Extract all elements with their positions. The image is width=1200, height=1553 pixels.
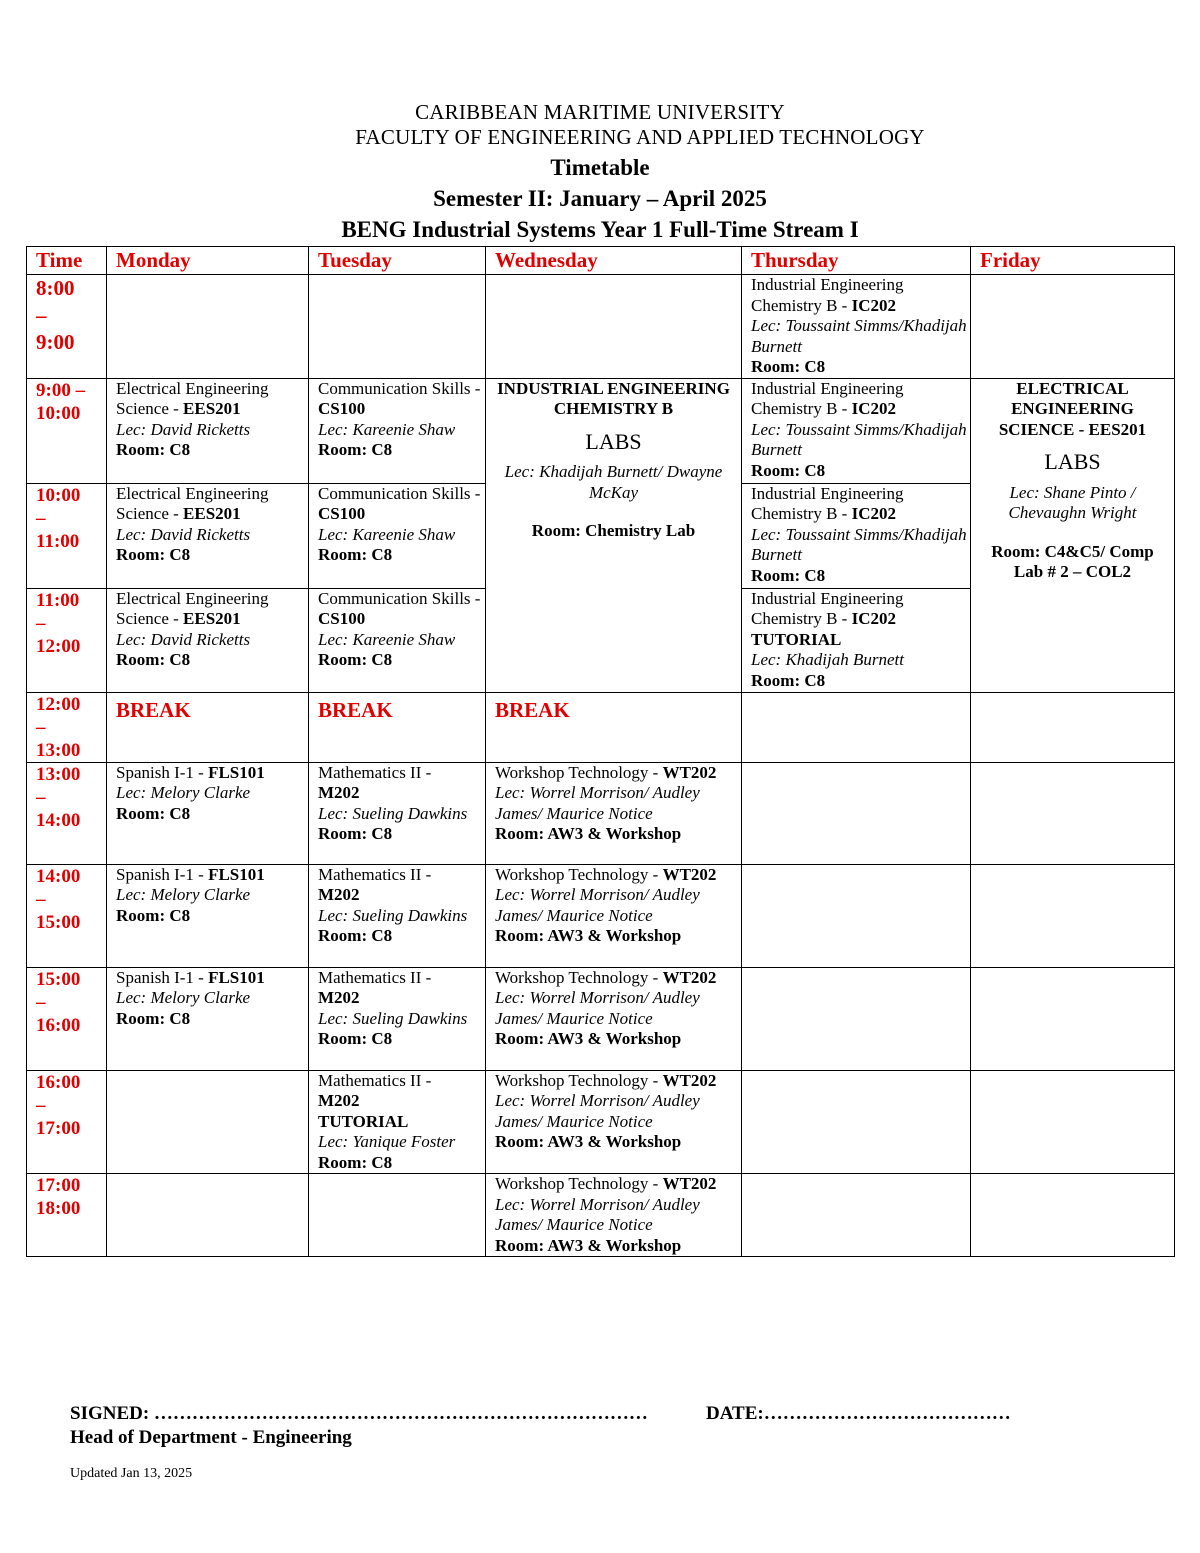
time-slot <box>27 483 107 588</box>
class-cell <box>107 588 309 692</box>
program-title: BENG Industrial Systems Year 1 Full-Time Stream I <box>341 217 859 242</box>
cell-empty <box>742 762 971 864</box>
course-code: WT202 <box>662 762 717 782</box>
room: Room: C8 <box>318 545 393 564</box>
break-label: BREAK <box>318 697 393 722</box>
lab-cell-friday <box>971 378 1175 692</box>
cell-empty <box>971 275 1175 379</box>
course-code: WT202 <box>662 1070 717 1090</box>
cell-empty <box>971 1174 1175 1257</box>
course-code: EES201 <box>183 504 241 523</box>
course-code: WT202 <box>662 864 717 884</box>
lab-room: Room: C4&C5/ Comp Lab # 2 – COL2 <box>991 541 1154 581</box>
cell-empty <box>742 692 971 762</box>
course-code: FLS101 <box>208 762 265 782</box>
time-dash: – <box>36 991 46 1013</box>
room: Room: C8 <box>318 1029 393 1048</box>
lab-label: LABS <box>1044 449 1101 474</box>
course-code: EES201 <box>183 399 241 418</box>
time-dash: – <box>36 507 46 529</box>
semester-title: Semester II: January – April 2025 <box>433 186 767 211</box>
cell-empty <box>309 1174 486 1257</box>
class-cell <box>742 378 971 483</box>
time-start: 16:00 <box>36 1071 81 1093</box>
lecturer: Lec: Toussaint Simms/Khadijah Burnett <box>751 316 967 356</box>
cell-empty <box>971 692 1175 762</box>
room: Room: AW3 & Workshop <box>495 1132 682 1151</box>
time-end: 18:00 <box>36 1198 81 1219</box>
class-cell <box>309 588 486 692</box>
time-slot <box>27 378 107 483</box>
time-dash: – <box>36 716 46 738</box>
time-end: 12:00 <box>36 635 81 657</box>
time-start: 11:00 <box>36 589 80 611</box>
course-code: EES201 <box>183 609 241 628</box>
time-slot <box>27 864 107 967</box>
course-name: Spanish I-1 - <box>116 967 209 987</box>
course-code: M202 <box>318 885 360 904</box>
room: Room: C8 <box>751 357 826 376</box>
lecturer: Lec: Worrel Morrison/ Audley James/ Maurice Notice <box>495 1194 700 1234</box>
lecturer: Lec: Toussaint Simms/Khadijah Burnett <box>751 419 967 459</box>
class-cell <box>107 967 309 1070</box>
lab-cell-wednesday <box>486 378 742 692</box>
timetable <box>26 246 1175 1257</box>
lecturer: Lec: Sueling Dawkins <box>318 905 468 925</box>
lecturer: Lec: David Ricketts <box>116 524 251 544</box>
lecturer: Lec: Kareenie Shaw <box>318 524 456 544</box>
table-header-row <box>27 247 1175 275</box>
room: Room: C8 <box>751 565 826 585</box>
cell-empty <box>742 1174 971 1257</box>
document-title: Timetable <box>550 155 650 180</box>
class-cell <box>486 864 742 967</box>
room: Room: C8 <box>751 670 826 690</box>
cell-empty <box>742 864 971 967</box>
course-name: Industrial Engineering Chemistry B - <box>751 483 904 523</box>
lab-lecturer: Lec: Khadijah Burnett/ Dwayne McKay <box>504 462 723 502</box>
time-slot <box>27 967 107 1070</box>
class-cell <box>742 483 971 588</box>
lecturer: Lec: Melory Clarke <box>116 988 251 1007</box>
class-cell <box>107 762 309 864</box>
time-end: 11:00 <box>36 530 80 552</box>
cell-empty <box>107 1174 309 1257</box>
lab-room: Room: Chemistry Lab <box>531 521 696 540</box>
time-slot <box>27 762 107 864</box>
course-name: Industrial Engineering Chemistry B - <box>751 588 904 628</box>
time-start: 17:00 <box>36 1175 81 1196</box>
room: Room: AW3 & Workshop <box>495 1235 682 1255</box>
time-start: 10:00 <box>36 484 81 506</box>
lecturer: Lec: Worrel Morrison/ Audley James/ Maurice Notice <box>495 988 700 1028</box>
lecturer: Lec: Khadijah Burnett <box>751 650 904 669</box>
faculty-name: FACULTY OF ENGINEERING AND APPLIED TECHNOLOGY <box>355 125 925 149</box>
table-row <box>27 378 1175 483</box>
class-cell <box>486 1174 742 1257</box>
break-cell <box>486 692 742 762</box>
course-code: WT202 <box>662 967 717 987</box>
tutorial-label: TUTORIAL <box>318 1111 409 1131</box>
class-cell <box>309 483 486 588</box>
cell-empty <box>107 275 309 379</box>
time-start: 15:00 <box>36 968 81 990</box>
class-cell <box>107 864 309 967</box>
lecturer: Lec: Yanique Foster <box>318 1132 456 1151</box>
course-name: Spanish I-1 - <box>116 864 209 884</box>
class-cell <box>309 762 486 864</box>
col-header-monday: Monday <box>107 247 309 275</box>
date-line: DATE:………………………………… <box>706 1403 1011 1424</box>
room: Room: C8 <box>116 803 191 823</box>
time-dash: – <box>36 786 46 808</box>
class-cell <box>486 1070 742 1174</box>
course-name: Industrial Engineering Chemistry B - <box>751 378 904 418</box>
lecturer: Lec: Melory Clarke <box>116 885 251 904</box>
break-cell <box>107 692 309 762</box>
course-name: Mathematics II - <box>318 967 432 987</box>
room: Room: AW3 & Workshop <box>495 926 682 945</box>
course-code: CS100 <box>318 399 366 418</box>
time-start: 13:00 <box>36 763 81 785</box>
cell-empty <box>486 275 742 379</box>
class-cell <box>742 588 971 692</box>
course-name: Spanish I-1 - <box>116 762 209 782</box>
lecturer: Lec: David Ricketts <box>116 629 251 649</box>
time-dash: – <box>36 888 46 910</box>
cell-empty <box>742 967 971 1070</box>
break-label: BREAK <box>116 697 191 722</box>
course-code: M202 <box>318 1091 360 1110</box>
class-cell <box>107 378 309 483</box>
lab-title: ELECTRICAL ENGINEERING SCIENCE - EES201 <box>998 378 1147 439</box>
course-code: IC202 <box>851 504 896 523</box>
time-start: 14:00 <box>36 865 81 887</box>
course-code: IC202 <box>851 295 896 315</box>
table-row <box>27 692 1175 762</box>
lab-title: INDUSTRIAL ENGINEERING CHEMISTRY B <box>497 378 730 418</box>
time-dash: – <box>36 612 46 634</box>
col-header-wednesday: Wednesday <box>486 247 742 275</box>
lecturer: Lec: Toussaint Simms/Khadijah Burnett <box>751 524 967 564</box>
time-dash: – <box>36 1094 46 1116</box>
time-dash: – <box>36 303 47 327</box>
time-end: 10:00 <box>36 402 81 424</box>
time-start: 8:00 <box>36 276 75 300</box>
course-name: Communication Skills - <box>318 588 481 608</box>
time-end: 9:00 <box>36 330 75 354</box>
lab-lecturer: Lec: Shane Pinto / Chevaughn Wright <box>1008 482 1137 522</box>
table-row <box>27 967 1175 1070</box>
lecturer: Lec: Worrel Morrison/ Audley James/ Maurice Notice <box>495 1091 700 1131</box>
col-header-friday: Friday <box>971 247 1175 275</box>
course-code: M202 <box>318 988 360 1007</box>
table-row <box>27 864 1175 967</box>
lecturer: Lec: David Ricketts <box>116 419 251 439</box>
lecturer: Lec: Worrel Morrison/ Audley James/ Maurice Notice <box>495 885 700 925</box>
table-row <box>27 762 1175 864</box>
lecturer: Lec: Worrel Morrison/ Audley James/ Maurice Notice <box>495 783 700 823</box>
class-cell <box>486 762 742 864</box>
course-name: Mathematics II - <box>318 1070 432 1090</box>
class-cell <box>309 378 486 483</box>
course-name: Workshop Technology - <box>495 864 663 884</box>
cell-empty <box>971 864 1175 967</box>
time-start: 9:00 – <box>36 379 86 401</box>
room: Room: AW3 & Workshop <box>495 1029 682 1048</box>
signed-line: SIGNED: …………………………………………………………………… <box>70 1403 648 1424</box>
room: Room: C8 <box>318 824 393 843</box>
class-cell <box>742 275 971 379</box>
course-name: Communication Skills - <box>318 378 481 398</box>
table-row <box>27 1070 1175 1174</box>
course-code: M202 <box>318 783 360 802</box>
cell-empty <box>971 967 1175 1070</box>
course-name: Industrial Engineering Chemistry B - <box>751 275 904 315</box>
class-cell <box>309 967 486 1070</box>
signature-block <box>70 1402 648 1450</box>
break-cell <box>309 692 486 762</box>
time-end: 15:00 <box>36 911 81 933</box>
course-name: Communication Skills - <box>318 483 481 503</box>
class-cell <box>486 967 742 1070</box>
course-name: Workshop Technology - <box>495 762 663 782</box>
cell-empty <box>107 1070 309 1174</box>
room: Room: C8 <box>116 905 191 925</box>
room: Room: C8 <box>116 1008 191 1028</box>
time-end: 13:00 <box>36 739 81 761</box>
room: Room: C8 <box>318 1152 393 1172</box>
room: Room: C8 <box>116 440 191 459</box>
university-name: CARIBBEAN MARITIME UNIVERSITY <box>415 100 785 124</box>
time-end: 16:00 <box>36 1014 81 1036</box>
document-header <box>0 100 1200 245</box>
lecturer: Lec: Kareenie Shaw <box>318 419 456 439</box>
cell-empty <box>971 1070 1175 1174</box>
room: Room: C8 <box>116 650 191 669</box>
course-name: Workshop Technology - <box>495 1070 663 1090</box>
room: Room: C8 <box>318 650 393 669</box>
course-code: IC202 <box>851 609 896 628</box>
lecturer: Lec: Sueling Dawkins <box>318 803 468 823</box>
course-code: WT202 <box>662 1174 717 1193</box>
table-row <box>27 275 1175 379</box>
lecturer: Lec: Melory Clarke <box>116 783 251 802</box>
course-code: FLS101 <box>208 864 265 884</box>
cell-empty <box>309 275 486 379</box>
room: Room: C8 <box>751 460 826 480</box>
time-slot <box>27 692 107 762</box>
cell-empty <box>742 1070 971 1174</box>
lecturer: Lec: Sueling Dawkins <box>318 1008 468 1028</box>
class-cell <box>309 864 486 967</box>
course-name: Workshop Technology - <box>495 967 663 987</box>
course-code: CS100 <box>318 609 366 628</box>
class-cell <box>107 483 309 588</box>
course-code: CS100 <box>318 504 366 523</box>
room: Room: C8 <box>318 440 393 459</box>
room: Room: AW3 & Workshop <box>495 824 682 843</box>
col-header-time: Time <box>27 247 107 275</box>
col-header-tuesday: Tuesday <box>309 247 486 275</box>
time-slot <box>27 588 107 692</box>
time-end: 17:00 <box>36 1117 81 1139</box>
class-cell <box>309 1070 486 1174</box>
time-slot <box>27 275 107 379</box>
col-header-thursday: Thursday <box>742 247 971 275</box>
course-name: Electrical Engineering Science - <box>116 378 269 418</box>
room: Room: C8 <box>318 926 393 945</box>
tutorial-label: TUTORIAL <box>751 629 842 649</box>
course-name: Workshop Technology - <box>495 1174 663 1193</box>
course-name: Electrical Engineering Science - <box>116 483 269 523</box>
time-start: 12:00 <box>36 693 81 715</box>
course-name: Mathematics II - <box>318 762 432 782</box>
table-row <box>27 1174 1175 1257</box>
head-of-department: Head of Department - Engineering <box>70 1427 352 1448</box>
lab-label: LABS <box>585 428 642 454</box>
time-slot <box>27 1174 107 1257</box>
time-end: 14:00 <box>36 809 81 831</box>
break-label: BREAK <box>495 697 570 722</box>
lecturer: Lec: Kareenie Shaw <box>318 629 456 649</box>
course-name: Electrical Engineering Science - <box>116 588 269 628</box>
cell-empty <box>971 762 1175 864</box>
room: Room: C8 <box>116 545 191 564</box>
course-name: Mathematics II - <box>318 864 432 884</box>
time-slot <box>27 1070 107 1174</box>
course-code: FLS101 <box>208 967 265 987</box>
updated-note: Updated Jan 13, 2025 <box>70 1466 193 1481</box>
course-code: IC202 <box>851 399 896 418</box>
